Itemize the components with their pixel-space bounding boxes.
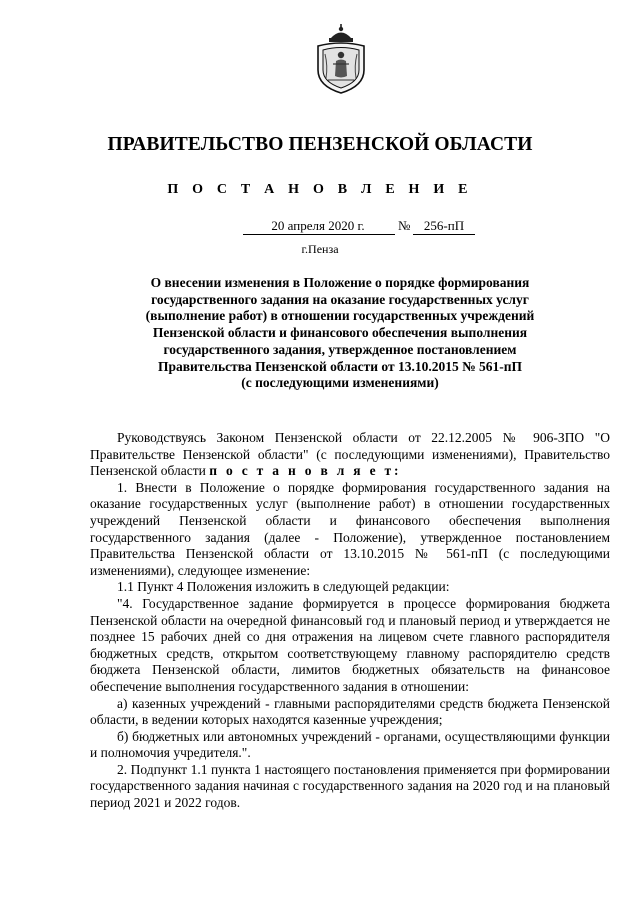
number-sign: № <box>398 218 411 233</box>
date-number-row <box>0 218 640 238</box>
heading-line: государственного задания на оказание государственных услуг <box>151 291 529 307</box>
coat-of-arms-icon <box>314 24 368 94</box>
number-underline <box>413 234 475 235</box>
intro-paragraph <box>90 430 610 480</box>
heading-line: (выполнение работ) в отношении государственных учреждений <box>145 308 535 324</box>
paragraph-2: 2. Подпункт 1.1 пункта 1 настоящего постановления применяется при формировании государственного задания начиная с государственного задания на 2020 год и на плановый период 2021 и 2022 годов. <box>90 761 610 811</box>
paragraph-b: б) бюджетных или автономных учреждений - органами, осуществляющими функции и полномочия учредителя.". <box>90 728 610 761</box>
paragraph-1-1: 1.1 Пункт 4 Положения изложить в следующей редакции: <box>117 579 450 595</box>
heading-line: Пензенской области и финансового обеспечения выполнения <box>152 325 528 341</box>
paragraph-4-quote: "4. Государственное задание формируется в процессе формирования бюджета Пензенской области на очередной финансовый год и плановый период и утверждается не позднее 15 рабочих дней со дня отражения на лицевом счете главного распорядителя бюджетных средств, открытом соответствующему главному распорядителю средств бюджета Пензенской области, лимитов бюджетных обязательств на финансовое обеспечение выполнения государственного задания в отношении: <box>90 595 610 694</box>
heading-line: Правительства Пензенской области от 13.10.2015 № 561-пП <box>157 358 523 374</box>
document-body <box>90 430 610 812</box>
document-date: 20 апреля 2020 г. <box>271 218 365 233</box>
document-heading <box>100 275 580 392</box>
paragraph-a: а) казенных учреждений - главными распорядителями средств бюджета Пензенской области, в ведении которых находятся казенные учреждения; <box>90 695 610 728</box>
date-underline <box>243 234 395 235</box>
city: г.Пенза <box>301 242 339 256</box>
government-title: ПРАВИТЕЛЬСТВО ПЕНЗЕНСКОЙ ОБЛАСТИ <box>107 134 533 155</box>
document-number: 256-пП <box>423 218 465 233</box>
decree-word: п о с т а н о в л я е т: <box>209 463 402 479</box>
heading-line: О внесении изменения в Положение о порядке формирования <box>150 275 530 290</box>
paragraph-1: 1. Внести в Положение о порядке формирования государственного задания на оказание государственных услуг (выполнение работ) в отношении государственных учреждений Пензенской области и финансового обеспечения выполнения государственного задания (далее - Положение), утвержденное постановлением Правительства Пензенской области от 13.10.2015 № 561-пП (с последующими изменениями), следующее изменение: <box>90 479 610 578</box>
intro-text: Руководствуясь Законом Пензенской области от 22.12.2005 № 906-ЗПО "О Правительстве Пензенской области" (с последующими изменениями), Правительство Пензенской области <box>90 430 610 479</box>
document-type: П О С Т А Н О В Л Е Н И Е <box>167 182 473 197</box>
heading-line: государственного задания, утвержденное постановлением <box>163 341 517 357</box>
heading-line: (с последующими изменениями) <box>241 375 439 391</box>
